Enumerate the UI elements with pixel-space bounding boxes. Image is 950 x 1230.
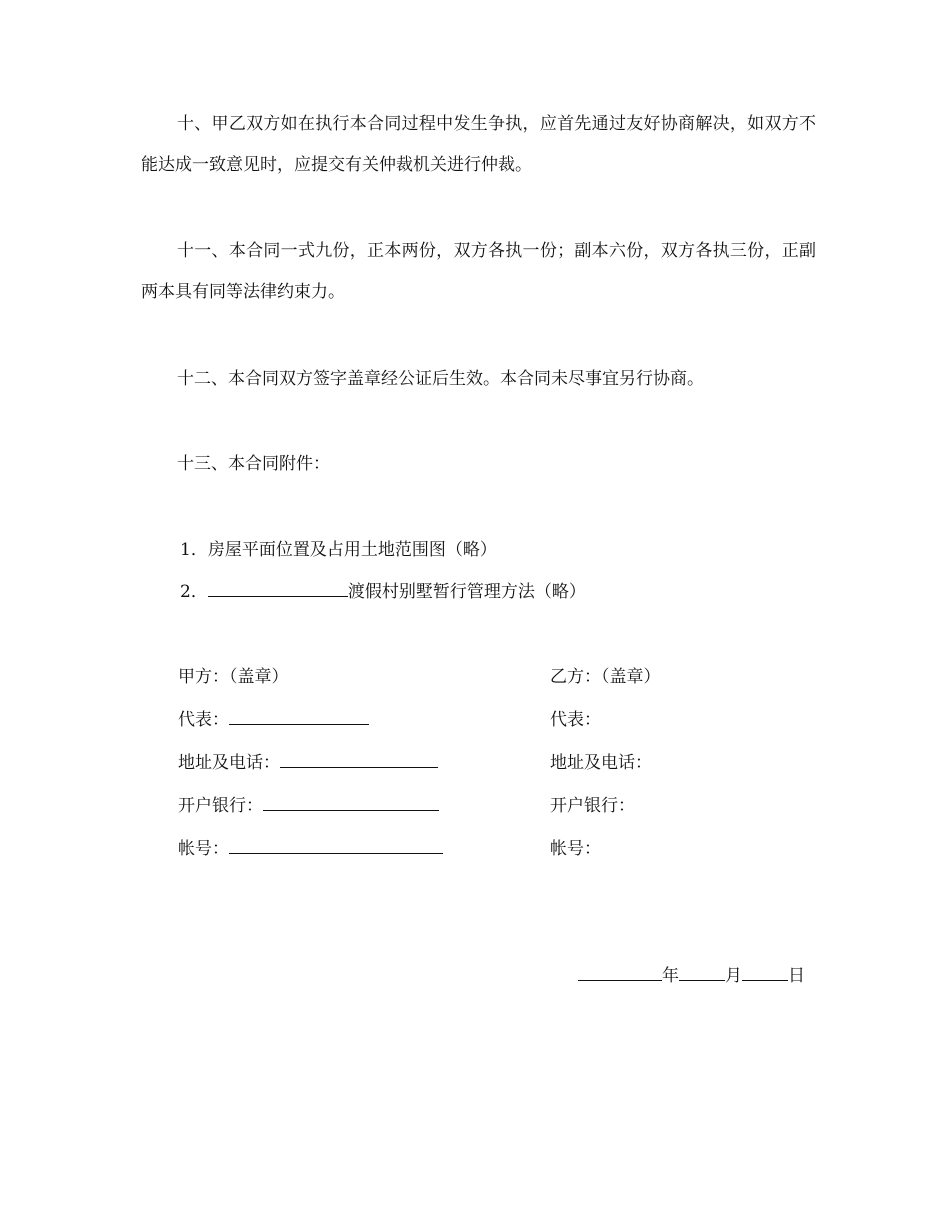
attachment-2 [180,582,586,602]
party-a-bank-row [178,796,439,816]
date-year-blank[interactable] [578,966,662,981]
party-b-address-label: 地址及电话： [550,753,652,773]
party-a-rep-blank[interactable] [229,710,369,725]
party-b-title: 乙方：（盖章） [550,667,661,687]
party-a-bank-blank[interactable] [263,796,439,811]
date-day-blank[interactable] [742,966,788,981]
date-month-label: 月 [725,966,742,986]
clause-13: 十三、本合同附件： [177,454,330,474]
clause-12: 十二、本合同双方签字盖章经公证后生效。本合同未尽事宜另行协商。 [177,369,704,389]
date-row [578,966,805,986]
attachment-2-text: 渡假村别墅暂行管理方法（略） [347,582,586,602]
party-b-account-label: 帐号： [550,839,601,859]
party-a-address-label: 地址及电话： [178,753,280,773]
party-a-rep-label: 代表： [178,710,229,730]
clause-11: 十一、本合同一式九份，正本两份，双方各执一份；副本六份，双方各执三份，正副两本具有同等法律约束力。 [141,241,816,302]
attachment-1: 1．房屋平面位置及占用土地范围图（略） [180,540,497,560]
clause-10: 十、甲乙双方如在执行本合同过程中发生争执，应首先通过友好协商解决，如双方不能达成一致意见时，应提交有关仲裁机关进行仲裁。 [141,114,816,175]
party-a-account-blank[interactable] [229,839,443,854]
party-a-account-label: 帐号： [178,839,229,859]
date-day-label: 日 [788,966,805,986]
party-b-rep-label: 代表： [550,710,601,730]
party-a-account-row [178,839,443,859]
attachment-2-blank[interactable] [208,582,348,597]
date-month-blank[interactable] [679,966,725,981]
party-a-title: 甲方：（盖章） [178,667,289,687]
party-a-address-row [178,753,438,773]
party-b-bank-label: 开户银行： [550,796,635,816]
date-year-label: 年 [662,966,679,986]
party-a-address-blank[interactable] [280,753,438,768]
attachment-2-number: 2． [180,582,208,602]
party-a-rep-row [178,710,369,730]
party-a-bank-label: 开户银行： [178,796,263,816]
